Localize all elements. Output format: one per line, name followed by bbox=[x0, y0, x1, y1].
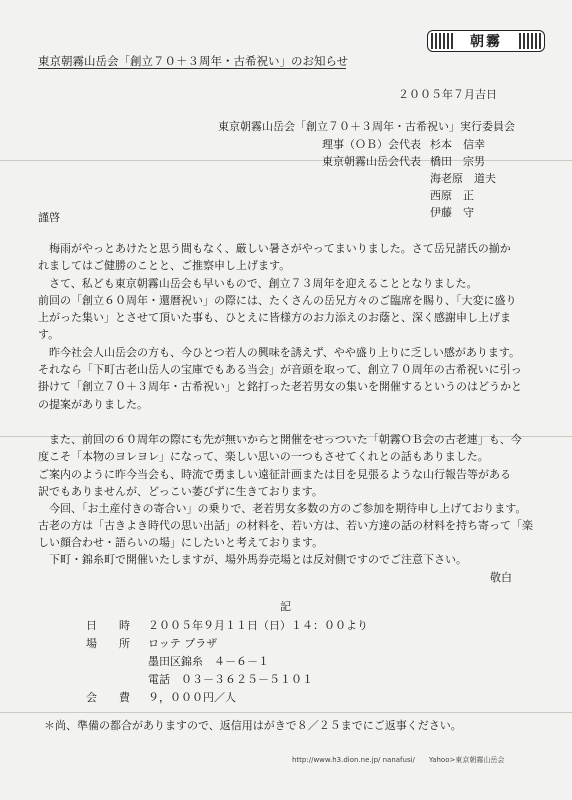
place-name: ロッテ プラザ bbox=[148, 637, 218, 650]
body-line: しい顔合わせ・語らいの場」にしたいと考えております。 bbox=[38, 536, 324, 549]
sender-role: 東京朝霧山岳会代表 bbox=[322, 155, 421, 168]
body-line: 前回の「創立６０周年・還暦祝い」の際には、たくさんの岳兄方々のご臨席を賜り、「大変に盛り bbox=[38, 294, 517, 307]
datetime-label: 日 時 bbox=[86, 619, 130, 632]
place-address: 墨田区錦糸 ４－６－１ bbox=[148, 655, 269, 668]
letter-date: ２００５年７月吉日 bbox=[398, 88, 497, 101]
paper-fold-line bbox=[0, 160, 572, 161]
body-line: また、前回の６０周年の際にも先が無いからと開催をせっついた「朝霧ＯＢ会の古老連」も、今 bbox=[38, 433, 522, 446]
body-line: れましてはご健勝のことと、ご推察申し上げます。 bbox=[38, 259, 291, 272]
paper-fold-line bbox=[0, 712, 572, 713]
logo-text: 朝霧 bbox=[470, 34, 502, 50]
body-line: 掛けて「創立７０＋３周年・古希祝い」と銘打った老若男女の集いを開催するというのはどうかと bbox=[38, 380, 522, 393]
club-logo bbox=[427, 30, 545, 52]
sender-name: 海老原 道夫 bbox=[430, 172, 496, 185]
body-line: 訳でもありませんが、どっこい萎びずに生きております。 bbox=[38, 485, 323, 498]
body-line: 下町・錦糸町で開催いたしますが、場外馬券売場とは反対側ですのでご注意下さい。 bbox=[38, 553, 467, 566]
reply-note: ＊尚、準備の都合がありますので、返信用はがきで８／２５までにご返事ください。 bbox=[44, 719, 462, 732]
body-line: 度こそ「本物のヨレヨレ」になって、楽しい思いの一つもさせてくれとの話もありました。 bbox=[38, 450, 489, 463]
datetime-value: ２００５年９月１１日（日）１４：００より bbox=[148, 619, 368, 632]
logo-stripes-right bbox=[519, 33, 541, 49]
body-line: の提案がありました。 bbox=[38, 398, 148, 411]
body-line: さて、私ども東京朝霧山岳会も早いもので、創立７３周年を迎えることとなりました。 bbox=[38, 277, 478, 290]
sender-name: 西原 正 bbox=[430, 189, 474, 202]
salutation: 謹啓 bbox=[38, 211, 60, 224]
logo-stripes-left bbox=[431, 33, 453, 49]
sender-committee: 東京朝霧山岳会「創立７０＋３周年・古希祝い」実行委員会 bbox=[218, 120, 515, 133]
place-label: 場 所 bbox=[86, 637, 130, 650]
place-phone: 電話 ０３－３６２５－５１０１ bbox=[148, 673, 313, 686]
title-underline bbox=[38, 68, 346, 69]
document-title: 東京朝霧山岳会「創立７０＋３周年・古希祝い」のお知らせ bbox=[38, 54, 349, 68]
fee-value: ９，０００円／人 bbox=[148, 691, 236, 704]
body-line: 今回、「お土産付きの寄合い」の乗りで、老若男女多数の方のご参加を期待申し上げております。 bbox=[38, 502, 527, 515]
fee-label: 会 費 bbox=[86, 691, 130, 704]
body-line: 古老の方は「古きよき時代の思い出話」の材料を、若い方は、若い方達の話の材料を持ち寄って「楽 bbox=[38, 519, 533, 532]
sender-name: 杉本 信幸 bbox=[430, 138, 485, 151]
closing-keihaku: 敬白 bbox=[490, 571, 512, 584]
sender-name: 伊藤 守 bbox=[430, 206, 474, 219]
body-line: それなら「下町古老山岳人の宝庫でもある当会」が音頭を取って、創立７０周年の古希祝いに引っ bbox=[38, 363, 522, 376]
body-line: す。 bbox=[38, 328, 60, 341]
footer-url: http://www.h3.dion.ne.jp/ nanafusi/ Yahoo>東京朝霧山岳会 bbox=[292, 756, 505, 764]
ki-heading: 記 bbox=[280, 600, 291, 613]
body-line: ご案内のように昨今当会も、時流で勇ましい遠征計画または目を見張るような山行報告等がある bbox=[38, 468, 511, 481]
body-line: 上がった集い」とさせて頂いた事も、ひとえに皆様方のお力添えのお蔭と、深く感謝申し上げま bbox=[38, 311, 511, 324]
body-line: 昨今社会人山岳会の方も、今ひとつ若人の興味を誘えず、やや盛り上りに乏しい感があります。 bbox=[38, 346, 521, 359]
sender-role: 理事（ＯＢ）会代表 bbox=[322, 138, 421, 151]
sender-name: 橋田 宗男 bbox=[430, 155, 485, 168]
body-line: 梅雨がやっとあけたと思う間もなく、厳しい暑さがやってまいりました。さて岳兄諸氏の揃か bbox=[38, 242, 511, 255]
